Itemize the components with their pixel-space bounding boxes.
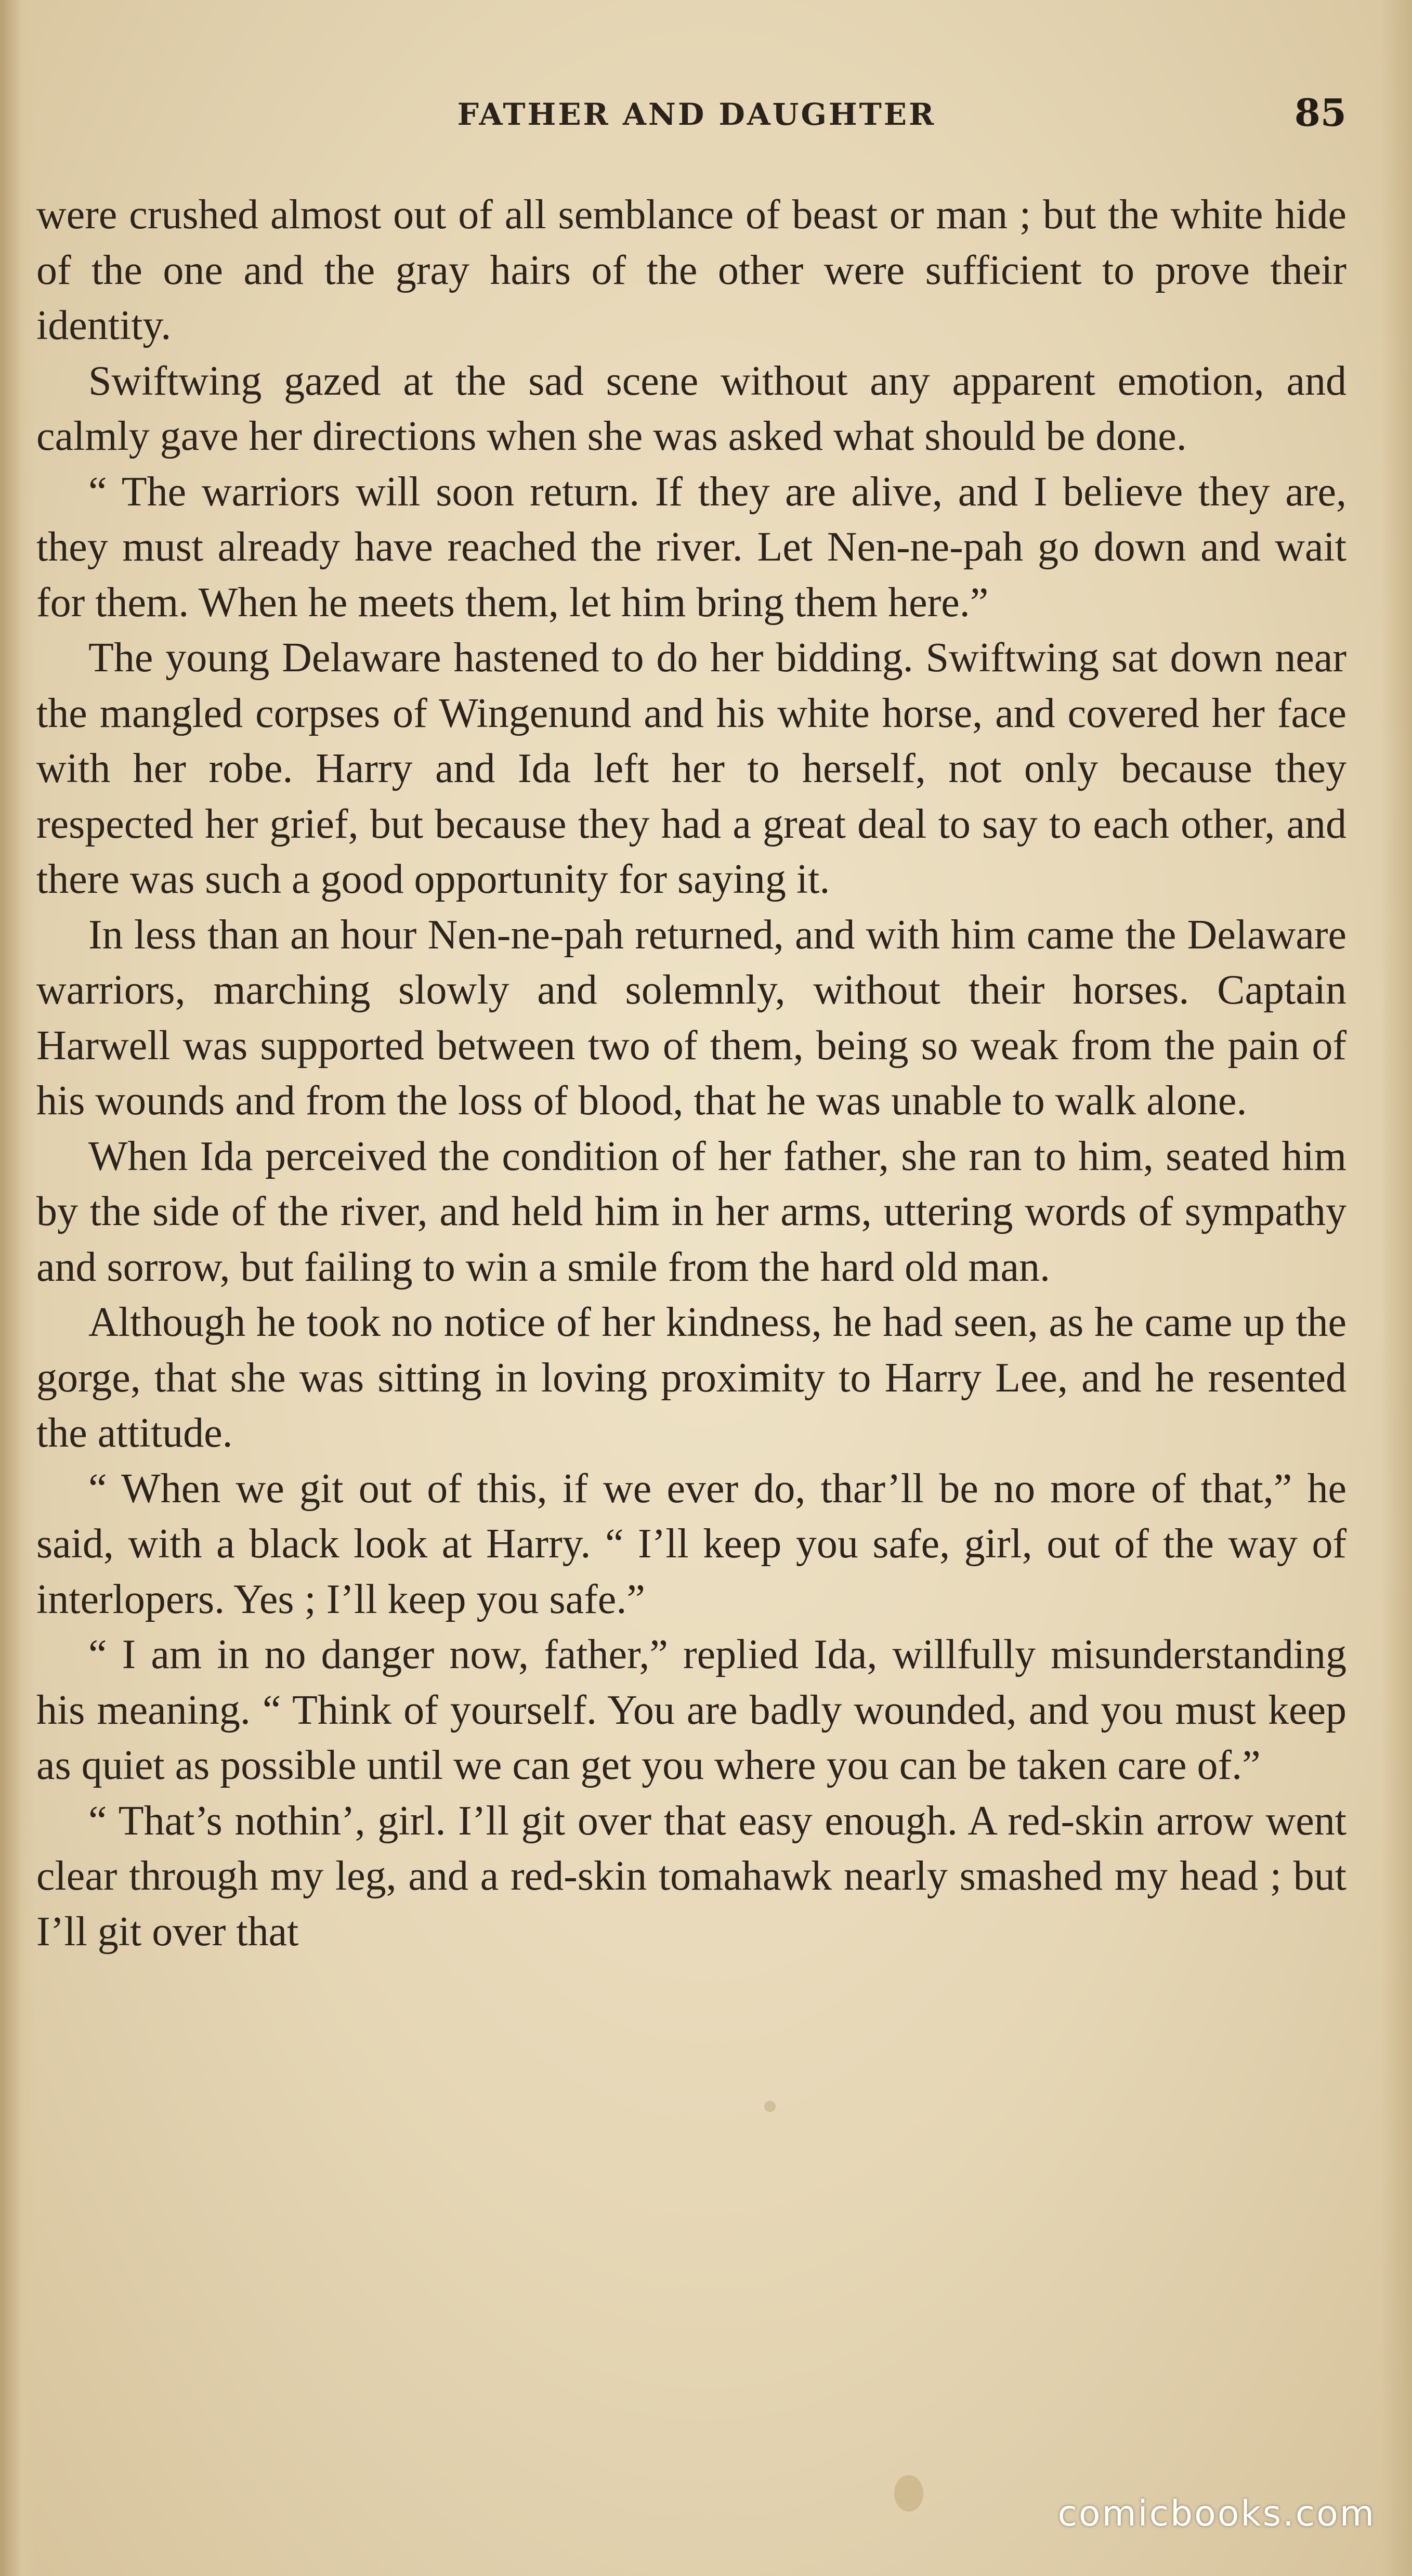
page-edge-shadow: [1381, 0, 1412, 2576]
watermark: comicbooks.com: [1057, 2493, 1376, 2534]
body-text: [36, 187, 1346, 1959]
paper-stain: [764, 2101, 776, 2112]
paragraph: The young Delaware hastened to do her bidding. Swiftwing sat down near the mangled corpses of Wingenund and his white horse, and covered her face with her robe. Harry and Ida left her to herself, not only because they respected her grief, but because they had a great deal to say to each other, and there was such a good opportunity for saying it.: [36, 635, 1346, 902]
paragraph: were crushed almost out of all semblance of beast or man ; but the white hide of the one and the gray hairs of the other were sufficient to prove their identity.: [36, 192, 1346, 348]
paragraph: Although he took no notice of her kindness, he had seen, as he came up the gorge, that she was sitting in loving proximity to Harry Lee, and he resented the attitude.: [36, 1299, 1346, 1456]
page-header: [36, 87, 1357, 145]
paragraph: Swiftwing gazed at the sad scene without any apparent emotion, and calmly gave her directions when she was asked what should be done.: [36, 358, 1346, 459]
paragraph: “ That’s nothin’, girl. I’ll git over that easy enough. A red-skin arrow went clear through my leg, and a red-skin tomahawk nearly smashed my head ; but I’ll git over that: [36, 1798, 1346, 1955]
paragraph: “ The warriors will soon return. If they are alive, and I believe they are, they must already have reached the river. Let Nen-ne-pah go down and wait for them. When he meets them, let him bring them here.”: [36, 469, 1346, 626]
paragraph: “ When we git out of this, if we ever do, thar’ll be no more of that,” he said, with a black look at Harry. “ I’ll keep you safe, girl, out of the way of interlopers. Yes ; I’ll keep you safe.”: [36, 1465, 1346, 1622]
paragraph: When Ida perceived the condition of her father, she ran to him, seated him by the side of the river, and held him in her arms, uttering words of sympathy and sorrow, but failing to win a smile from the hard old man.: [36, 1133, 1346, 1290]
paper-stain: [894, 2475, 923, 2512]
page-number: 85: [1294, 90, 1346, 135]
paragraph: “ I am in no danger now, father,” replied Ida, willfully misunderstanding his meaning. “ Think of yourself. You are badly wounded, and you must keep as quiet as possible until we can get you where you can be taken care of.”: [36, 1632, 1346, 1788]
running-title: FATHER AND DAUGHTER: [457, 97, 936, 132]
page-gutter-shadow: [0, 0, 36, 2576]
paragraph: In less than an hour Nen-ne-pah returned, and with him came the Delaware warriors, marching slowly and solemnly, without their horses. Captain Harwell was supported between two of them, being so weak from the pain of his wounds and from the loss of blood, that he was unable to walk alone.: [36, 912, 1346, 1124]
